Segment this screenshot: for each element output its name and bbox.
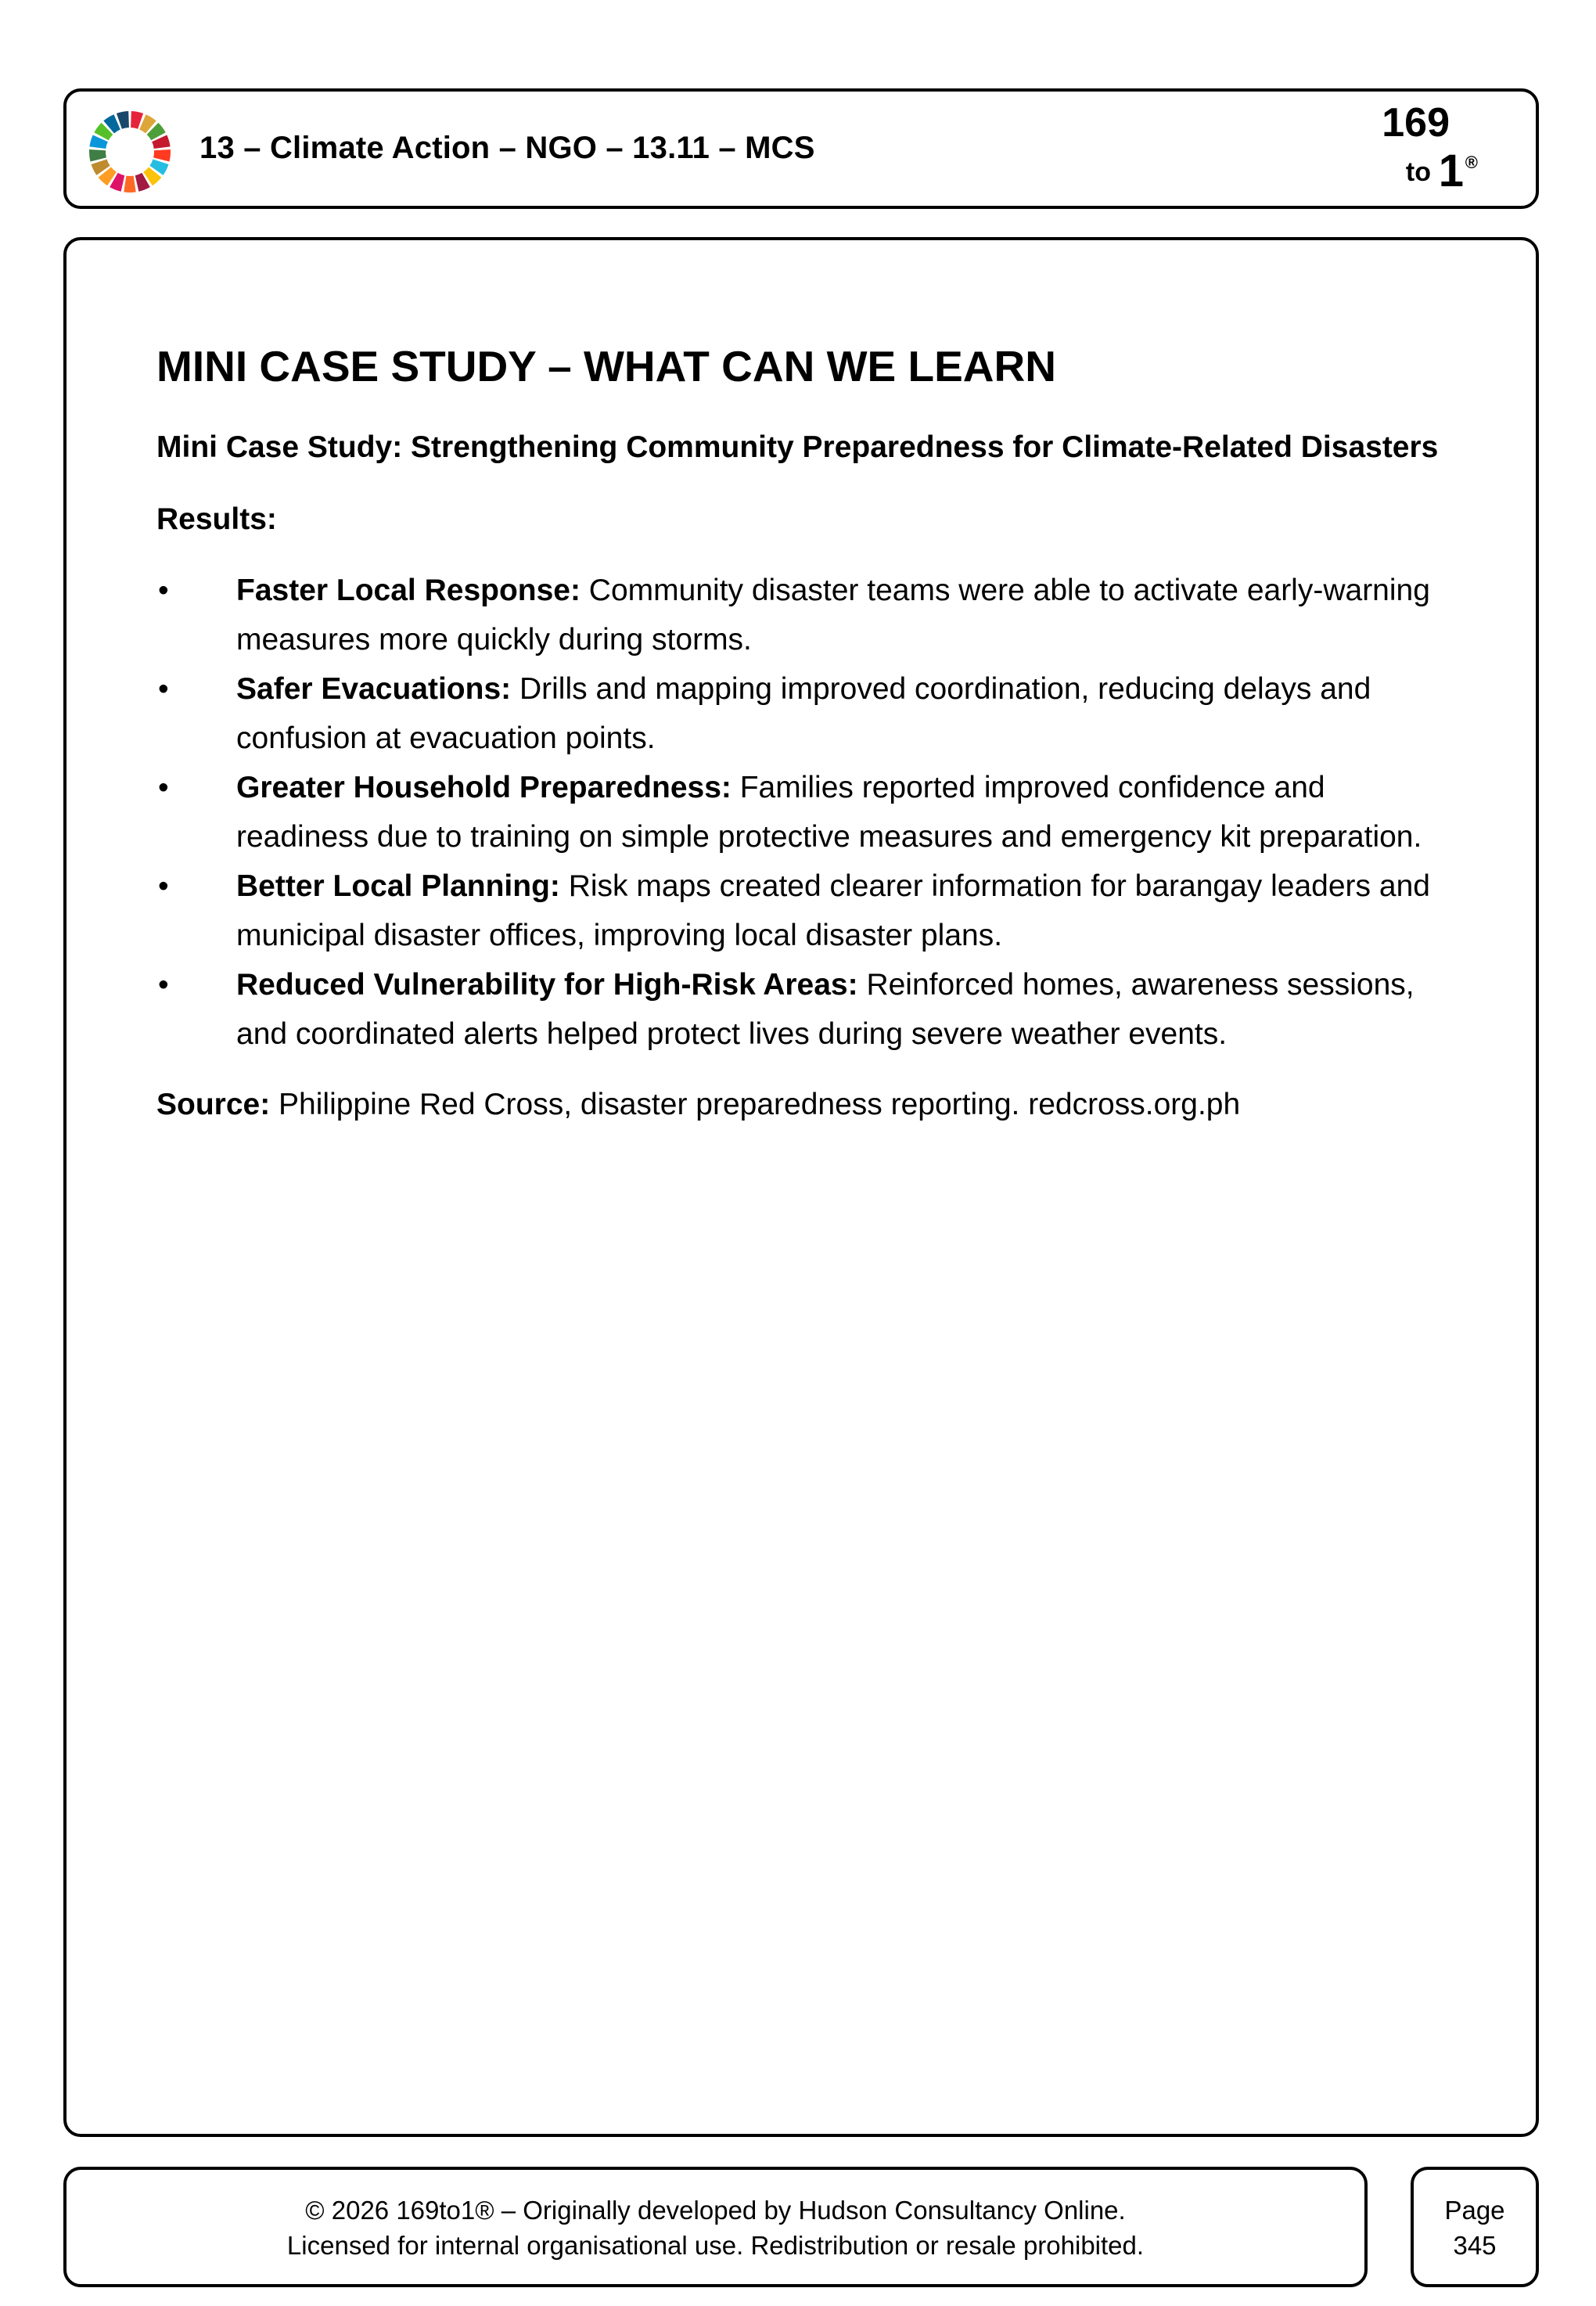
sdg-wheel-segment <box>89 149 106 161</box>
bullet-icon: • <box>158 968 169 1002</box>
result-label: Faster Local Response: <box>236 574 581 607</box>
result-item <box>156 960 1440 1059</box>
brand-one: 1 <box>1438 146 1464 196</box>
sdg-wheel-segment <box>124 176 136 192</box>
brand-number: 169 <box>1382 100 1450 146</box>
result-text: Drills and mapping improved coordination, reducing delays and confusion at evacuation points. <box>236 672 1371 755</box>
result-item <box>156 763 1440 862</box>
result-text: Community disaster teams were able to activate early-warning measures more quickly during storms. <box>236 574 1430 657</box>
brand-to: to <box>1405 157 1431 187</box>
result-item <box>156 862 1440 960</box>
section-title: MINI CASE STUDY – WHAT CAN WE LEARN <box>156 342 1056 390</box>
result-item <box>156 566 1440 664</box>
header-title: 13 – Climate Action – NGO – 13.11 – MCS <box>200 131 815 165</box>
footer-copyright-box <box>63 2167 1368 2287</box>
result-label: Safer Evacuations: <box>236 672 512 706</box>
bullet-icon: • <box>158 574 169 607</box>
result-label: Greater Household Preparedness: <box>236 771 732 804</box>
page-number: 345 <box>1453 2231 1497 2260</box>
header-bar <box>63 88 1539 209</box>
result-text: Reinforced homes, awareness sessions, and coordinated alerts helped protect lives during severe weather events. <box>236 968 1414 1051</box>
bullet-icon: • <box>158 771 169 804</box>
result-text: Risk maps created clearer information for barangay leaders and municipal disaster offices, improving local disaster plans. <box>236 869 1430 952</box>
result-text: Families reported improved confidence and readiness due to training on simple protective measures and emergency kit preparation. <box>236 771 1422 854</box>
main-content-box <box>63 237 1539 2137</box>
footer-license-line: Licensed for internal organisational use. Redistribution or resale prohibited. <box>286 2231 1145 2260</box>
result-label: Reduced Vulnerability for High-Risk Areas: <box>236 968 858 1002</box>
result-label: Better Local Planning: <box>236 869 560 903</box>
source-label: Source: <box>156 1088 271 1121</box>
footer-copyright-line: © 2026 169to1® – Originally developed by Hudson Consultancy Online. <box>305 2196 1126 2225</box>
source-line <box>156 1081 1440 1129</box>
sdg-wheel-segment <box>153 149 171 161</box>
case-study-title: Mini Case Study: Strengthening Community Preparedness for Climate-Related Disasters <box>156 430 1439 464</box>
source-text: Philippine Red Cross, disaster preparedness reporting. redcross.org.ph <box>270 1088 1241 1121</box>
bullet-icon: • <box>158 869 169 903</box>
results-list <box>156 566 1440 1059</box>
page-label: Page <box>1444 2196 1505 2225</box>
result-item <box>156 664 1440 763</box>
results-label: Results: <box>156 502 277 536</box>
bullet-icon: • <box>158 672 169 706</box>
page-number-box <box>1411 2167 1539 2287</box>
sdg-wheel-icon <box>88 110 171 193</box>
case-study-content <box>156 340 1440 1129</box>
brand-registered: ® <box>1465 153 1478 172</box>
